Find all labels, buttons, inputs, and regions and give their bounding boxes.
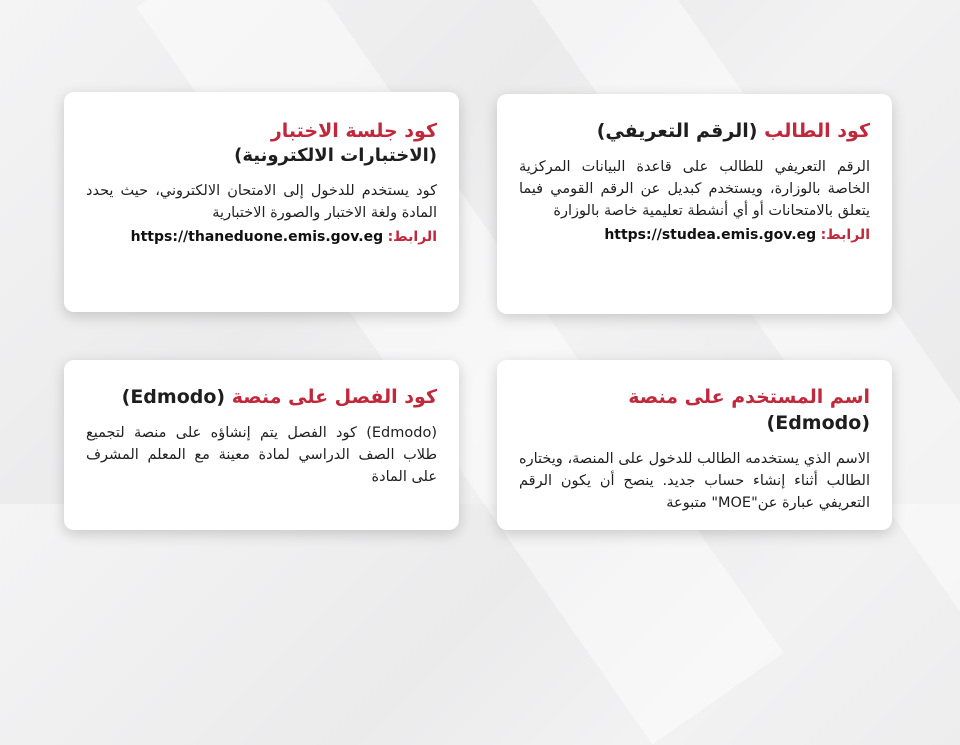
card-description: (Edmodo) كود الفصل يتم إنشاؤه على منصة لتجميع طلاب الصف الدراسي لمادة معينة مع المعلم المشرف على المادة [86, 425, 437, 485]
link-label: الرابط: [387, 229, 437, 245]
card-title-paren: (الرقم التعريفي) [596, 120, 758, 142]
link-url[interactable]: https://studea.emis.gov.eg [604, 227, 817, 243]
card-title-paren: (Edmodo) [766, 412, 870, 434]
card-title: كود جلسة الاختبار [270, 120, 437, 142]
edmodo-class-code-card [64, 360, 459, 530]
student-code-card [497, 94, 892, 314]
card-title [519, 384, 870, 436]
card-title-text: كود الفصل على منصة [231, 386, 437, 408]
card-title [86, 384, 437, 410]
edmodo-username-card [497, 360, 892, 530]
card-link-row [86, 226, 437, 248]
card-title [519, 118, 870, 144]
card-link-row [519, 224, 870, 246]
card-description: الاسم الذي يستخدمه الطالب للدخول على المنصة، ويختاره الطالب أثناء إنشاء حساب جديد. ينصح أن يكون الرقم التعريفي عبارة عن"MOE" متبوعة [519, 451, 870, 511]
link-url[interactable]: https://thaneduone.emis.gov.eg [130, 229, 384, 245]
link-label: الرابط: [820, 227, 870, 243]
card-title-paren: (Edmodo) [121, 386, 226, 408]
card-subtitle: (الاختبارات الالكترونية) [234, 145, 437, 166]
card-title-text: كود الطالب [764, 120, 870, 142]
card-description: كود يستخدم للدخول إلى الامتحان الالكتروني، حيث يحدد المادة ولغة الاختبار والصورة الاختبارية [86, 183, 437, 221]
card-description: الرقم التعريفي للطالب على قاعدة البيانات المركزية الخاصة بالوزارة، ويستخدم كبديل عن الرقم القومي فيما يتعلق بالامتحانات أو أي أنشطة تعليمية خاصة بالوزارة [519, 159, 870, 219]
exam-session-code-card [64, 92, 459, 312]
card-title-text: اسم المستخدم على منصة [628, 386, 870, 408]
